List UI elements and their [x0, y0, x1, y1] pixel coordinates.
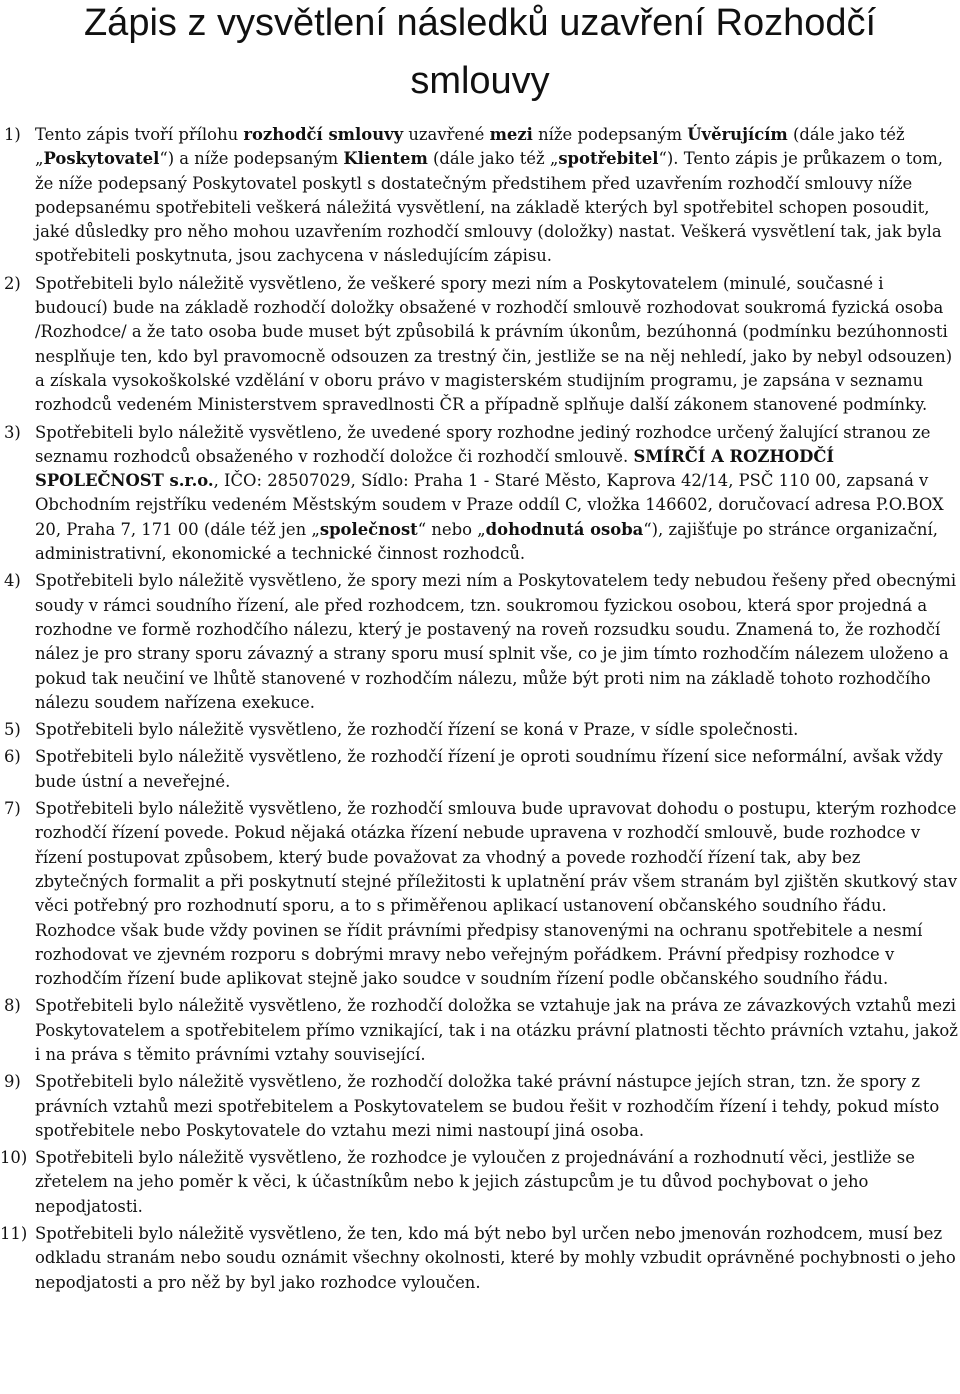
text-segment: Spotřebiteli bylo náležitě vysvětleno, že rozhodce je vyloučen z projednávání a rozhodnutí věci, jestliže se zřetelem na jeho poměr k věci, k účastníkům nebo k jejich zástupcům je tu důvod pochybovat o jeho nepodjatosti.	[35, 1148, 915, 1216]
list-item	[0, 421, 960, 567]
bold-term: Úvěrujícím	[687, 125, 788, 144]
text-segment: (dále jako též „	[427, 149, 559, 169]
bold-term: Klientem	[343, 149, 428, 169]
text-segment: “). Tento zápis je průkazem o tom, že níže podepsaný Poskytovatel poskytl s dostatečným předstihem před uzavřením rozhodčí smlouvy níže podepsanému spotřebiteli veškerá náležitá vysvětlení, na základě kterých byl spotřebitel schopen posoudit, jaké důsledky pro něho mohou uzavřením rozhodčí smlouvy (doložky) nastat. Veškerá vysvětlení tak, jak byla spotřebiteli poskytnuta, jsou zachycena v následujícím zápisu.	[35, 149, 943, 266]
text-segment: níže podepsaným	[532, 125, 688, 144]
item-number: 6)	[4, 747, 21, 767]
text-segment: Tento zápis tvoří přílohu	[35, 125, 244, 144]
text-segment: uzavřené	[403, 125, 490, 144]
text-segment: Spotřebiteli bylo náležitě vysvětleno, že rozhodčí řízení je oproti soudnímu řízení sice neformální, avšak vždy bude ústní a neveřejné.	[35, 747, 943, 791]
text-segment: , IČO: 28507029, Sídlo: Praha 1 - Staré Město, Kaprova 42/14, PSČ 110 00, zapsaná v Obchodním rejstříku vedeném Městským soudem v Praze oddíl C, vložka 146602, doručovací adresa P.O.BOX 20, Praha 7, 171 00 (dále též jen „	[35, 471, 944, 539]
numbered-list	[0, 123, 960, 1298]
item-text	[35, 1072, 939, 1140]
item-text	[35, 423, 944, 563]
item-text	[35, 996, 958, 1064]
text-segment: “ nebo „	[417, 519, 486, 539]
list-item	[0, 797, 960, 991]
text-segment: Spotřebiteli bylo náležitě vysvětleno, že veškeré spory mezi ním a Poskytovatelem (minulé, současné i budoucí) bude na základě rozhodčí doložky obsažené v rozhodčí smlouvě rozhodovat soukromá fyzická osoba /Rozhodce/ a že tato osoba bude muset být způsobilá k právním úkonům, bezúhonná (podmínku bezúhonnosti nesplňuje ten, kdo byl pravomocně odsouzen za trestný čin, jestliže se na něj nehledí, jako by nebyl odsouzen) a získala vysokoškolské vzdělání v oboru právo v magisterském studijním programu, je zapsána v seznamu rozhodců vedeném Ministerstvem spravedlnosti ČR a případně splňuje další zákonem stanovené podmínky.	[35, 273, 953, 415]
bold-term: dohodnutá osoba	[485, 519, 644, 539]
bold-term: Poskytovatel	[43, 149, 160, 169]
item-number: 7)	[4, 799, 21, 819]
document-title: Zápis z vysvětlení následků uzavření Rozhodčí smlouvy	[83, 2, 877, 102]
item-number: 3)	[4, 422, 21, 442]
text-segment: Spotřebiteli bylo náležitě vysvětleno, že spory mezi ním a Poskytovatelem tedy nebudou řešeny před obecnými soudy v rámci soudního řízení, ale před rozhodcem, tzn. soukromou fyzickou osobou, která spor projedná a rozhodne ve formě rozhodčího nálezu, který je postavený na roveň rozsudku soudu. Znamená to, že rozhodčí nález je pro strany sporu závazný a strany sporu musí splnit vše, co je jim tímto rozhodčím nálezem uloženo a pokud tak neučiní ve lhůtě stanovené v rozhodčím nálezu, může být proti nim na základě tohoto rozhodčího nálezu soudem nařízena exekuce.	[35, 571, 957, 712]
item-text	[35, 125, 943, 265]
item-text	[35, 274, 952, 414]
item-number: 1)	[4, 125, 21, 144]
item-number: 9)	[4, 1072, 21, 1092]
text-segment: “) a níže podepsaným	[159, 149, 344, 169]
list-item	[0, 272, 960, 418]
list-item	[0, 569, 960, 715]
item-text	[35, 571, 956, 711]
text-segment: Spotřebiteli bylo náležitě vysvětleno, že ten, kdo má být nebo byl určen nebo jmenován rozhodcem, musí bez odkladu stranám nebo soudu oznámit všechny okolnosti, které by mohly vzbudit oprávněné pochybnosti o jeho nepodjatosti a pro něž by byl jako rozhodce vyloučen.	[35, 1224, 956, 1292]
bold-term: společnost	[319, 519, 418, 539]
list-item	[0, 123, 960, 269]
text-segment: Spotřebiteli bylo náležitě vysvětleno, že rozhodčí doložka také právní nástupce jejích stran, tzn. že spory z právních vztahů mezi spotřebitelem a Poskytovatelem se budou řešit v rozhodčím řízení i tehdy, pokud místo spotřebitele nebo Poskytovatele do vztahu mezi nimi nastoupí jiná osoba.	[35, 1072, 940, 1140]
list-item	[0, 1070, 960, 1143]
text-segment: Spotřebiteli bylo náležitě vysvětleno, že rozhodčí řízení se koná v Praze, v sídle společnosti.	[35, 720, 799, 740]
bold-term: rozhodčí smlouvy	[243, 125, 404, 144]
item-number: 8)	[4, 996, 21, 1016]
text-segment: (dále jako též „	[35, 125, 905, 169]
list-item	[0, 745, 960, 794]
bold-term: spotřebitel	[558, 149, 659, 169]
item-text	[35, 1148, 915, 1216]
bold-term: mezi	[489, 125, 533, 144]
list-item	[0, 1222, 960, 1295]
text-segment: Spotřebiteli bylo náležitě vysvětleno, že uvedené spory rozhodne jediný rozhodce určený žalující stranou ze seznamu rozhodců obsaženého v rozhodčí doložce či rozhodčí smlouvě.	[35, 422, 931, 466]
item-number: 5)	[4, 720, 21, 740]
item-number: 10)	[0, 1148, 28, 1168]
item-number: 4)	[4, 571, 21, 591]
list-item	[0, 994, 960, 1067]
item-text	[35, 747, 943, 790]
list-item	[0, 1146, 960, 1219]
item-number: 11)	[0, 1224, 28, 1244]
text-segment: Spotřebiteli bylo náležitě vysvětleno, že rozhodčí smlouva bude upravovat dohodu o postupu, kterým rozhodce rozhodčí řízení povede. Pokud nějaká otázka řízení nebude upravena v rozhodčí smlouvě, bude rozhodce v řízení postupovat způsobem, který bude považovat za vhodný a povede rozhodčí řízení tak, aby bez zbytečných formalit a při poskytnutí stejné příležitosti k uplatnění práv všem stranám byl zjištěn skutkový stav věci potřebný pro rozhodnutí sporu, a to s přiměřenou aplikací ustanovení občanského soudního řádu. Rozhodce však bude vždy povinen se řídit právními předpisy stanovenými na ochranu spotřebitele a nesmí rozhodovat ve zjevném rozporu s dobrými mravy nebo veřejným pořádkem. Právní předpisy rozhodce v rozhodčím řízení bude aplikovat stejně jako soudce v soudním řízení podle občanského soudního řádu.	[35, 799, 958, 989]
bold-term: SMÍRČÍ A ROZHODČÍ SPOLEČNOST s.r.o.	[35, 446, 835, 491]
item-text	[35, 720, 798, 739]
text-segment: Spotřebiteli bylo náležitě vysvětleno, že rozhodčí doložka se vztahuje jak na práva ze závazkových vztahů mezi Poskytovatelem a spotřebitelem přímo vznikající, tak i na otázku právní platnosti těchto právních vztahu, jakož i na práva s těmito právními vztahy související.	[35, 996, 958, 1064]
item-text	[35, 1224, 956, 1292]
item-number: 2)	[4, 273, 21, 293]
list-item	[0, 718, 960, 742]
item-text	[35, 799, 957, 988]
text-segment: “), zajišťuje po stránce organizační, administrativní, ekonomické a technické činnost rozhodců.	[35, 519, 938, 564]
